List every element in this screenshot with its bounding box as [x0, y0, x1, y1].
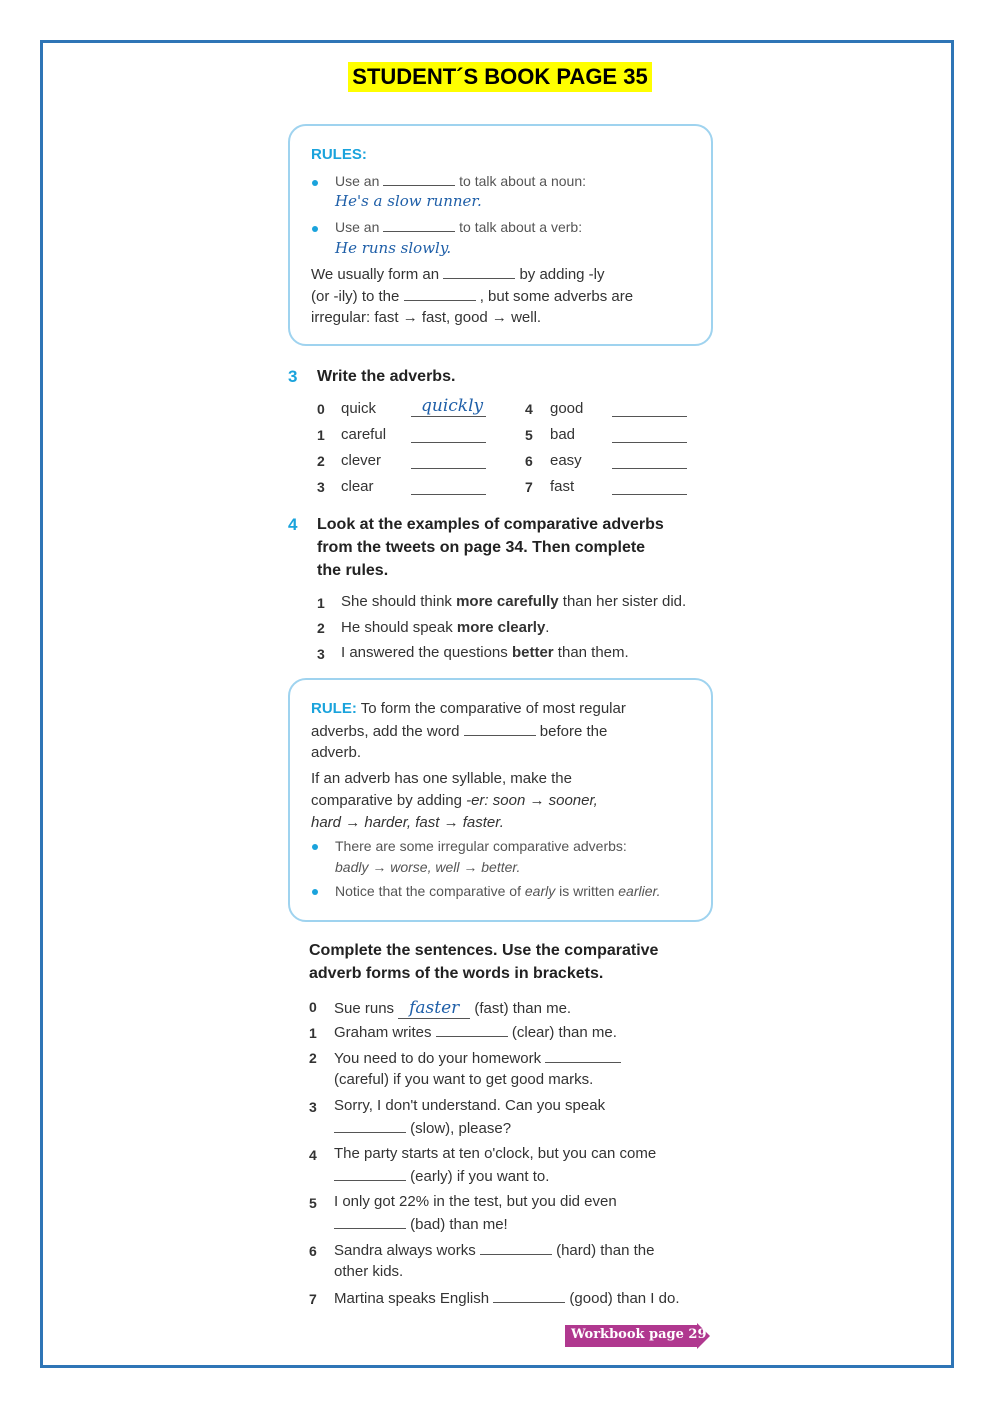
rules-box	[288, 124, 713, 346]
answer-blank[interactable]	[436, 1023, 508, 1037]
answer-blank[interactable]	[411, 424, 486, 443]
text: Use an	[335, 173, 380, 189]
text: (slow), please?	[410, 1120, 512, 1137]
sentence-3-l1: Sorry, I don't understand. Can you speak	[334, 1097, 606, 1114]
answer-blank[interactable]	[443, 265, 515, 279]
item-number: 4	[525, 401, 533, 417]
page-title: STUDENT´S BOOK PAGE 35	[348, 62, 651, 92]
text: to talk about a verb:	[459, 219, 583, 235]
rule-line-6: hard → harder, fast → faster.	[311, 814, 504, 831]
exercise-4-sentence-1	[341, 593, 686, 610]
rule-line-2	[311, 722, 607, 740]
item-number: 4	[309, 1147, 317, 1163]
text: than her sister did.	[558, 593, 687, 610]
exercise-4-number: 4	[288, 515, 298, 534]
rule-label: RULE:	[311, 700, 357, 717]
rules-heading: RULES:	[311, 146, 367, 163]
item-number: 6	[309, 1243, 317, 1259]
answer-blank[interactable]	[383, 218, 455, 232]
sentence-6-l1	[334, 1241, 654, 1259]
item-number: 5	[309, 1195, 317, 1211]
item-number: 2	[317, 620, 325, 636]
item-word: clever	[341, 452, 382, 469]
bullet-icon	[312, 180, 318, 186]
item-word: careful	[341, 426, 387, 443]
item-number: 2	[317, 453, 325, 469]
text: I answered the questions	[341, 644, 512, 661]
item-number: 3	[317, 646, 325, 662]
answer-blank[interactable]	[612, 476, 687, 495]
text: by adding -ly	[519, 266, 605, 283]
text: We usually form an	[311, 266, 440, 283]
text: Graham writes	[334, 1024, 432, 1041]
text: Martina speaks English	[334, 1290, 490, 1307]
bullet-icon	[312, 889, 318, 895]
text: (clear) than me.	[511, 1024, 617, 1041]
workbook-link[interactable]	[565, 1323, 710, 1349]
text: , but some adverbs are	[479, 288, 634, 305]
answer-blank[interactable]	[480, 1241, 552, 1255]
item-number: 5	[525, 427, 533, 443]
text: comparative by adding	[311, 792, 467, 809]
answer-blank[interactable]	[464, 722, 536, 736]
answer-blank[interactable]	[493, 1289, 565, 1303]
sentence-3-l2	[334, 1119, 511, 1137]
item-word: good	[550, 400, 584, 417]
bullet-icon	[312, 226, 318, 232]
item-number: 2	[309, 1050, 317, 1066]
bold-text: better	[511, 644, 554, 661]
item-number: 7	[309, 1291, 317, 1307]
text: (fast) than me.	[474, 1000, 572, 1017]
sentence-5-l1: I only got 22% in the test, but you did even	[334, 1193, 617, 1210]
answer-blank[interactable]	[383, 172, 455, 186]
text: She should think	[341, 593, 457, 610]
workbook-link-label: Workbook page 29	[571, 1327, 707, 1342]
item-word: easy	[550, 452, 582, 469]
text: You need to do your homework	[334, 1050, 542, 1067]
sentence-2-l2: (careful) if you want to get good marks.	[334, 1071, 594, 1088]
text: (good) than I do.	[569, 1290, 680, 1307]
bold-text: more carefully	[456, 593, 559, 610]
exercise-4-heading-l3: the rules.	[317, 562, 389, 579]
rule-box	[288, 678, 713, 922]
rule-line-3: adverb.	[311, 744, 362, 761]
exercise-3-heading: Write the adverbs.	[317, 368, 456, 385]
answer-blank[interactable]	[411, 450, 486, 469]
item-number: 3	[317, 479, 325, 495]
answer-blank[interactable]	[404, 287, 476, 301]
item-number: 0	[309, 999, 317, 1015]
rules-para-line-2	[311, 287, 633, 305]
text: Sue runs	[334, 1000, 395, 1017]
rules-example-1: He's a slow runner.	[335, 192, 482, 210]
answer-blank[interactable]	[612, 450, 687, 469]
text: is written	[555, 883, 619, 899]
item-word: bad	[550, 426, 576, 443]
rules-example-2: He runs slowly.	[335, 239, 452, 257]
item-number: 1	[317, 595, 325, 611]
rules-bullet-1	[335, 172, 586, 189]
exercise-4-heading-l1: Look at the examples of comparative adverbs	[317, 516, 664, 533]
text: (or -ily) to the	[311, 288, 400, 305]
italic-text: earlier.	[618, 883, 661, 899]
sentence-0	[334, 998, 571, 1019]
answer-blank[interactable]	[398, 998, 470, 1019]
text: Use an	[335, 219, 380, 235]
exercise-5-heading-l2: adverb forms of the words in brackets.	[309, 965, 604, 982]
answer-blank[interactable]	[612, 424, 687, 443]
exercise-4-sentence-3	[341, 644, 629, 661]
text: .	[545, 619, 550, 636]
exercise-4-sentence-2	[341, 619, 549, 636]
answer-blank[interactable]	[334, 1215, 406, 1229]
answer-blank[interactable]	[545, 1049, 621, 1063]
item-number: 6	[525, 453, 533, 469]
italic-text: -er: soon → sooner,	[466, 792, 598, 809]
rules-para-line-1	[311, 265, 605, 283]
rule-line-1	[311, 700, 626, 717]
example-answer: quickly	[421, 396, 484, 416]
text: before the	[539, 723, 608, 740]
item-number: 1	[317, 427, 325, 443]
italic-text: early	[524, 883, 556, 899]
item-word: fast	[550, 478, 575, 495]
sentence-4-l1: The party starts at ten o'clock, but you can come	[334, 1145, 657, 1162]
text: to talk about a noun:	[459, 173, 587, 189]
sentence-6-l2: other kids.	[334, 1263, 404, 1280]
text: (bad) than me!	[410, 1216, 508, 1233]
text: To form the comparative of most regular	[360, 700, 626, 717]
text: Sandra always works	[334, 1242, 476, 1259]
sentence-2-l1	[334, 1049, 621, 1067]
text: Notice that the comparative of	[335, 883, 525, 899]
sentence-4-l2	[334, 1167, 549, 1185]
title-wrap	[0, 62, 1000, 92]
item-number: 7	[525, 479, 533, 495]
item-word: clear	[341, 478, 374, 495]
rule-line-5	[311, 792, 598, 809]
answer-blank[interactable]	[334, 1119, 406, 1133]
text: He should speak	[341, 619, 457, 636]
exercise-5-heading-l1: Complete the sentences. Use the comparative	[309, 942, 659, 959]
text: adverbs, add the word	[311, 723, 460, 740]
rule-line-4: If an adverb has one syllable, make the	[311, 770, 572, 787]
exercise-3-number: 3	[288, 367, 298, 386]
rule-bullet-1-l2: badly → worse, well → better.	[335, 859, 521, 875]
answer-blank[interactable]	[411, 476, 486, 495]
sentence-5-l2	[334, 1215, 508, 1233]
bold-text: more clearly	[456, 619, 546, 636]
example-answer: faster	[409, 998, 460, 1018]
item-number: 1	[309, 1025, 317, 1041]
text: (early) if you want to.	[410, 1168, 550, 1185]
exercise-4-heading-l2: from the tweets on page 34. Then complete	[317, 539, 646, 556]
rule-bullet-1-l1: There are some irregular comparative adverbs:	[335, 838, 627, 854]
rules-para-line-3: irregular: fast → fast, good → well.	[311, 309, 542, 326]
item-number: 0	[317, 401, 325, 417]
text: than them.	[553, 644, 629, 661]
bullet-icon	[312, 844, 318, 850]
answer-blank[interactable]	[612, 398, 687, 417]
item-word: quick	[341, 400, 377, 417]
item-number: 3	[309, 1099, 317, 1115]
sentence-7	[334, 1289, 680, 1307]
text: (hard) than the	[556, 1242, 655, 1259]
rule-bullet-2	[335, 883, 661, 899]
rules-bullet-2	[335, 218, 582, 235]
sentence-1	[334, 1023, 617, 1041]
answer-blank[interactable]	[334, 1167, 406, 1181]
